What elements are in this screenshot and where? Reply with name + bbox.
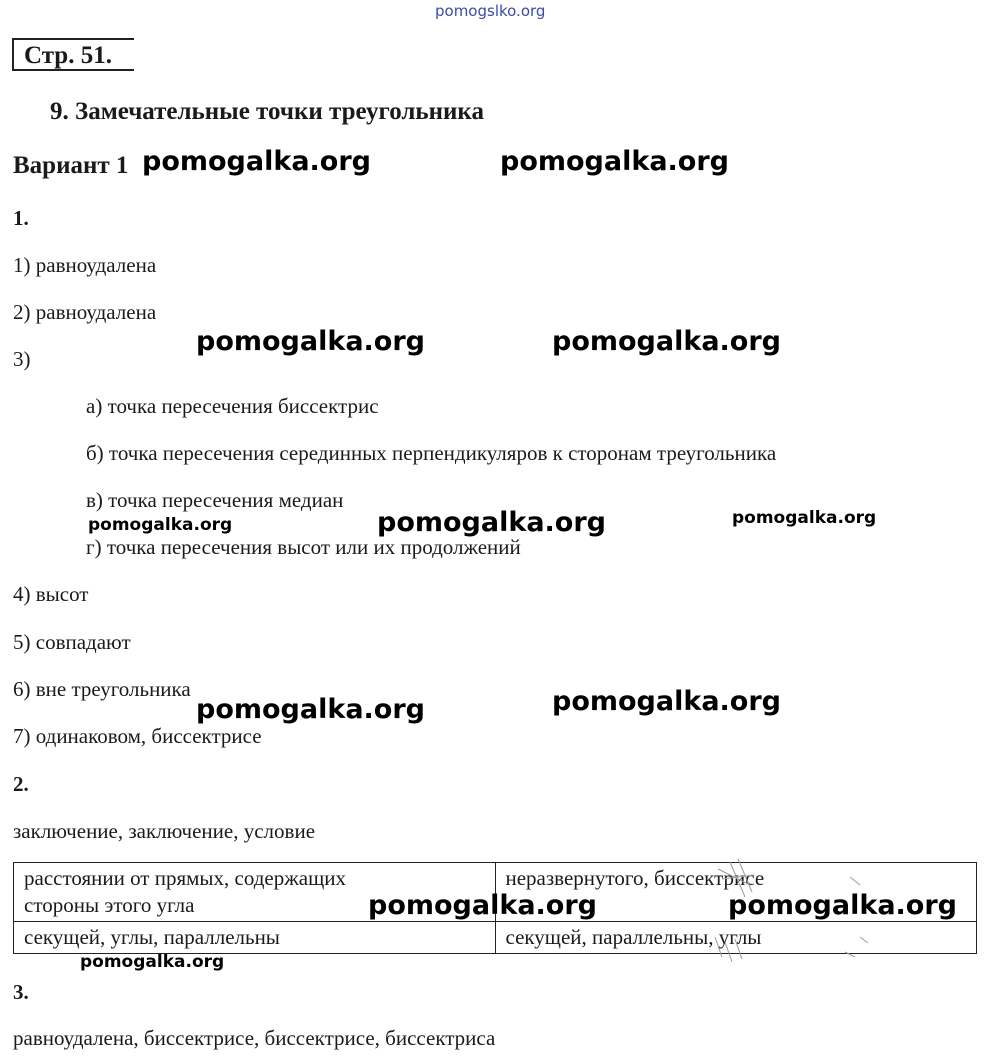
table-cell-text: расстоянии от прямых, содержащих	[24, 866, 346, 890]
answer-line: 6) вне треугольника	[13, 677, 191, 701]
task-number-1: 1.	[13, 206, 29, 230]
task-number-3: 3.	[13, 980, 29, 1004]
watermark: pomogalka.org	[552, 326, 781, 357]
task2-text: заключение, заключение, условие	[13, 819, 316, 843]
answer-subline: г) точка пересечения высот или их продолжений	[86, 535, 521, 559]
watermark: pomogalka.org	[80, 952, 225, 972]
top-watermark: pomogslko.org	[435, 2, 546, 20]
table-cell: секущей, углы, параллельны	[14, 922, 496, 954]
section-heading: 9. Замечательные точки треугольника	[50, 98, 484, 125]
watermark: pomogalka.org	[500, 146, 729, 177]
watermark: pomogalka.org	[368, 890, 597, 921]
watermark: pomogalka.org	[88, 515, 233, 535]
answer-line: 2) равноудалена	[13, 300, 157, 324]
task3-text: равноудалена, биссектрисе, биссектрисе, биссектриса	[13, 1026, 496, 1050]
answer-line: 4) высот	[13, 582, 89, 606]
answer-subline: а) точка пересечения биссектрис	[86, 394, 379, 418]
answer-subline: в) точка пересечения медиан	[86, 488, 344, 512]
table-cell-text: неразвернутого, биссектрисе	[505, 866, 765, 890]
variant-title: Вариант 1	[13, 152, 129, 179]
watermark: pomogalka.org	[196, 694, 425, 725]
watermark: pomogalka.org	[552, 686, 781, 717]
watermark: pomogalka.org	[728, 890, 957, 921]
answer-line: 7) одинаковом, биссектрисе	[13, 724, 262, 748]
answer-line: 1) равноудалена	[13, 253, 157, 277]
watermark: pomogalka.org	[377, 507, 606, 538]
table-cell-text: стороны этого угла	[24, 893, 195, 917]
table-cell: секущей, параллельны, углы	[495, 922, 977, 954]
watermark: pomogalka.org	[142, 146, 371, 177]
answer-line: 5) совпадают	[13, 630, 131, 654]
task-number-2: 2.	[13, 772, 29, 796]
answer-subline: б) точка пересечения серединных перпендикуляров к сторонам треугольника	[86, 441, 777, 465]
page-reference: Стр. 51.	[12, 38, 134, 71]
answer-line: 3)	[13, 347, 31, 371]
watermark: pomogalka.org	[196, 326, 425, 357]
watermark: pomogalka.org	[732, 508, 877, 528]
